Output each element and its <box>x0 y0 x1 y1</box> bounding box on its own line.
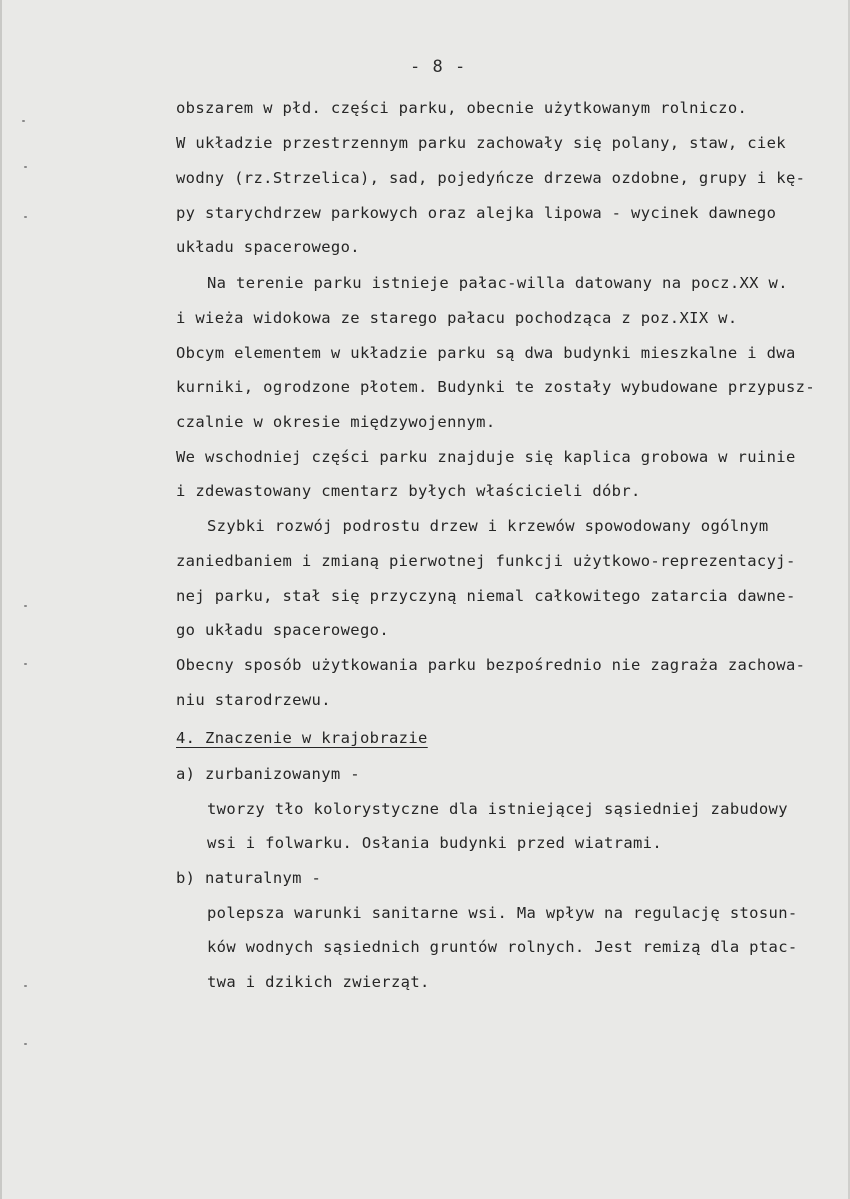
text-line: nej parku, stał się przyczyną niemal całkowitego zatarcia dawne- <box>176 587 796 605</box>
scan-mark <box>24 605 27 607</box>
list-item-text: polepsza warunki sanitarne wsi. Ma wpływ na regulację stosun- <box>207 904 798 922</box>
list-item-text: twa i dzikich zwierząt. <box>207 973 430 991</box>
text-line: zaniedbaniem i zmianą pierwotnej funkcji użytkowo-reprezentacyj- <box>176 552 796 570</box>
text-line: wodny (rz.Strzelica), sad, pojedyńcze drzewa ozdobne, grupy i kę- <box>176 169 806 187</box>
list-item-label: a) zurbanizowanym - <box>176 765 360 783</box>
scan-mark <box>22 120 25 122</box>
scan-mark <box>24 985 27 987</box>
text-line: układu spacerowego. <box>176 238 360 256</box>
scan-mark <box>24 216 27 218</box>
text-line: go układu spacerowego. <box>176 621 389 639</box>
text-line: i wieża widokowa ze starego pałacu pochodząca z poz.XIX w. <box>176 309 738 327</box>
text-line: py starychdrzew parkowych oraz alejka lipowa - wycinek dawnego <box>176 204 777 222</box>
text-line: czalnie w okresie międzywojennym. <box>176 413 496 431</box>
text-line: Obecny sposób użytkowania parku bezpośrednio nie zagraża zachowa- <box>176 656 806 674</box>
list-item-text: wsi i folwarku. Osłania budynki przed wiatrami. <box>207 834 663 852</box>
section-heading: 4. Znaczenie w krajobrazie <box>176 729 428 747</box>
text-line: niu starodrzewu. <box>176 691 331 709</box>
scan-mark <box>24 1043 27 1045</box>
page-number: - 8 - <box>410 57 467 77</box>
list-item-text: tworzy tło kolorystyczne dla istniejącej sąsiedniej zabudowy <box>207 800 788 818</box>
text-line: i zdewastowany cmentarz byłych właścicieli dóbr. <box>176 482 641 500</box>
scan-mark <box>24 663 27 665</box>
text-line: Na terenie parku istnieje pałac-willa datowany na pocz.XX w. <box>207 274 788 292</box>
list-item-label: b) naturalnym - <box>176 869 322 887</box>
scan-mark <box>24 166 27 168</box>
text-line: We wschodniej części parku znajduje się kaplica grobowa w ruinie <box>176 448 796 466</box>
text-line: Szybki rozwój podrostu drzew i krzewów spowodowany ogólnym <box>207 517 769 535</box>
list-item-text: ków wodnych sąsiednich gruntów rolnych. Jest remizą dla ptac- <box>207 938 798 956</box>
text-line: obszarem w płd. części parku, obecnie użytkowanym rolniczo. <box>176 99 748 117</box>
text-line: kurniki, ogrodzone płotem. Budynki te zostały wybudowane przypusz- <box>176 378 815 396</box>
text-line: W układzie przestrzennym parku zachowały się polany, staw, ciek <box>176 134 786 152</box>
text-line: Obcym elementem w układzie parku są dwa budynki mieszkalne i dwa <box>176 344 796 362</box>
